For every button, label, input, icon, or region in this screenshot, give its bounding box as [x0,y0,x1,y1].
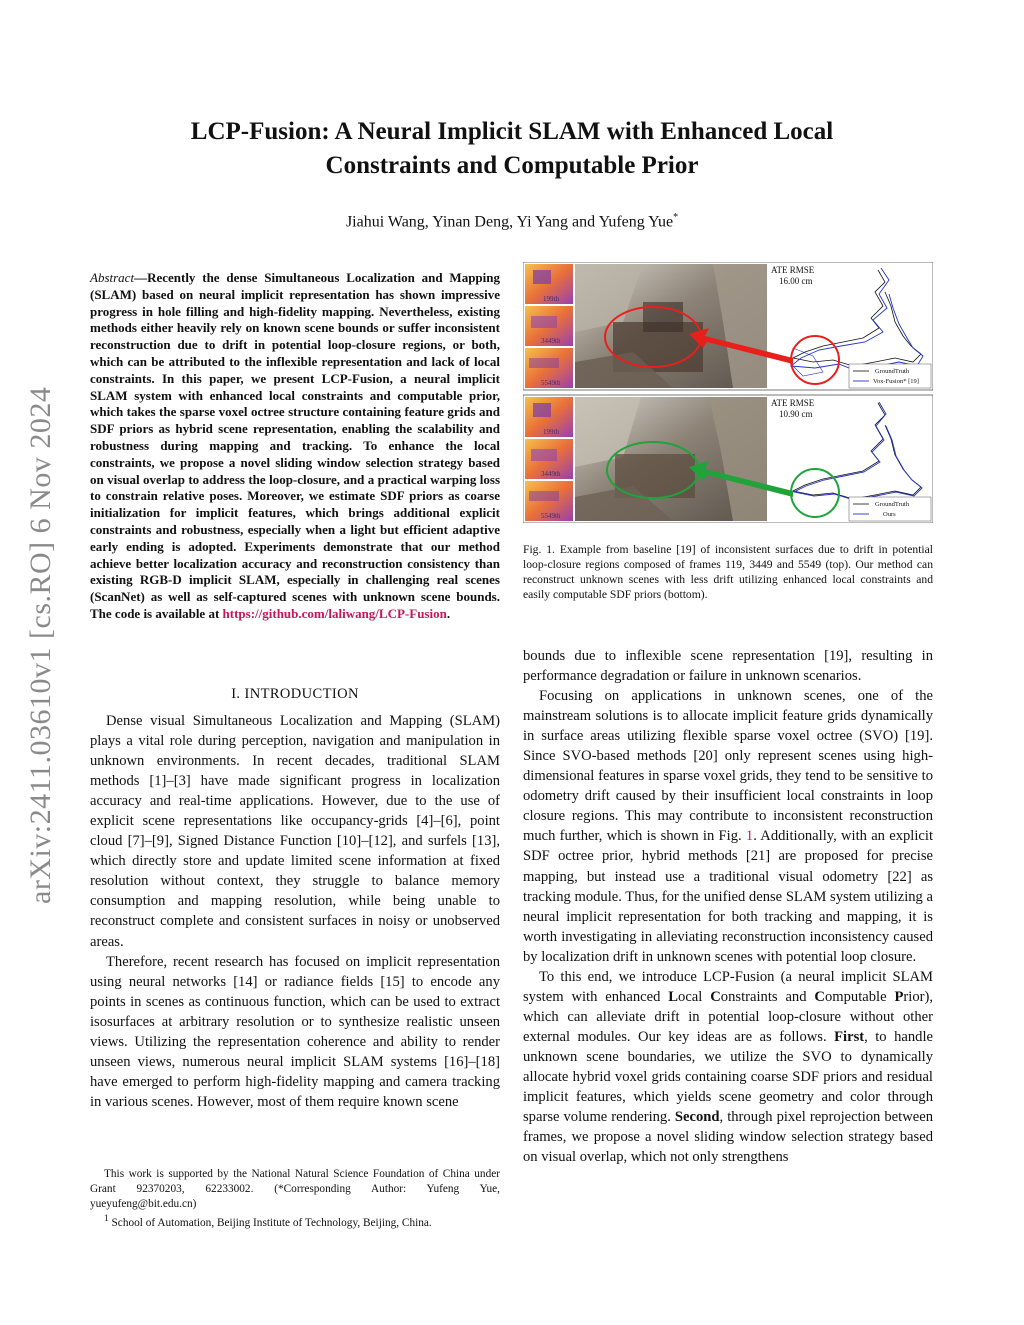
code-link[interactable]: https://github.com/laliwang/LCP-Fusion [222,605,447,621]
figure-1 [523,262,933,523]
section-heading-introduction: I. INTRODUCTION [231,686,359,702]
title-line-2: Constraints and Computable Prior [325,152,699,179]
bottom-frame-label-2: 3449th [541,470,561,478]
abstract-paragraph [90,270,500,623]
top-panel [523,262,933,390]
bottom-frame-label-1: 199th [543,428,559,436]
caption-paragraph [523,542,933,602]
right-p3-a: To this end, we introduce LCP-Fusion (a neural implicit SLAM system with enhanced [523,968,933,1005]
affiliation-text: School of Automation, Beijing Institute of Technology, Beijing, China. [108,1216,432,1229]
caption-prefix: Fig. 1. Example from baseline [523,543,677,556]
acronym-P: P [894,988,904,1005]
bottom-depth-thumbnails [525,397,573,521]
footnote [90,1167,500,1231]
left-column-body [90,711,500,1112]
right-p2-start: Focusing on applications in unknown scenes, one of the mainstream solutions is to allocate implicit feature grids dynamically in surface areas utilizing flexible sparse voxel octree (SVO) [19]. Since SVO-based methods [20] only represent scenes using high-dimensional features in sparse voxel grids, they tend to be sensitive to odometry drift caused by their insufficient local constraints in loop closure regions. This may contribute to inconsistent reconstruction much further, which is shown in Fig. [523,688,933,845]
right-p3-g: , through pixel reprojection between frames, we propose a novel sliding window selection strategy based on visual overlap, which not only strengthens [523,1109,933,1166]
top-frame-label-2: 3449th [541,337,561,345]
arxiv-identifier: arXiv:2411.03610v1 [cs.RO] 6 Nov 2024 [24,386,57,904]
top-legend-baseline: Vox-Fusion* [19] [873,378,919,385]
right-p3-f: , to handle unknown scene boundaries, we utilize the SVO to dynamically allocate hybrid voxel grids containing coarse SDF priors and residual implicit features, which yields scene geometry and color through sparse volume rendering. [523,1028,933,1126]
top-metric-label: ATE RMSE [771,265,815,275]
acronym-L: L [668,988,679,1005]
top-frame-label-3: 5549th [541,379,561,387]
right-p3-b: ocal [678,988,711,1005]
bottom-panel [523,395,933,523]
corresponding-mark: * [673,212,679,223]
author-list [100,212,924,231]
abstract-end: . [446,605,451,621]
keyword-first: First [834,1028,865,1045]
paper-title [100,115,924,183]
top-frame-label-1: 199th [543,295,559,303]
figure-1-caption [523,542,933,602]
figure-1-graphic [523,262,933,523]
abstract-label: Abstract [90,270,135,285]
bottom-frame-label-3: 5549th [541,512,561,520]
right-paragraph-2 [523,686,933,967]
abstract [90,270,500,623]
right-p3-c: onstraints and [720,988,815,1005]
abstract-dash: — [134,270,148,285]
figure-1-link[interactable]: 1 [745,828,754,845]
right-p3-e: rior), which can alleviate drift in potential loop-closure without other external modules. Our key ideas are as follows. [523,988,933,1045]
abstract-text: Recently the dense Simultaneous Localization and Mapping (SLAM) based on neural implicit representation has shown impressive progress in hole filling and high-fidelity mapping. Nevertheless, existing methods either heavily rely on known scene bounds or suffer inconsistent reconstruction due to drift in potential loop-closure regions, or both, which can be attributed to the inflexible representation and lack of local constraints. In this paper, we present LCP-Fusion, a neural implicit SLAM system with enhanced local constraints and computable prior, which takes the sparse voxel octree structure containing feature grids and SDF priors as hybrid scene representation, enabling the scalability and robustness during mapping and tracking. To enhance the local constraints, we propose a novel sliding window selection strategy based on visual overlap to address the loop-closure, and a practical warping loss to constrain relative poses. Moreover, we estimate SDF priors as coarse initialization for implicit features, which brings additional explicit constraints and robustness, especially when a light but efficient adaptive early ending is adopted. Experiments demonstrate that our method achieve better localization accuracy and reconstruction consistency than existing RGB-D implicit SLAM, especially in challenging real scenes (ScanNet) as well as self-captured scenes with unknown scene bounds. The code is available at [90,270,500,621]
bottom-legend-ours: Ours [883,511,896,518]
funding-footnote: This work is supported by the National Natural Science Foundation of China under Grant 92370203, 62233002. (*Corresponding Author: Yufeng Yue, yueyufeng@bit.edu.cn) [90,1168,500,1210]
authors-text: Jiahui Wang, Yinan Deng, Yi Yang and Yufeng Yue [345,213,674,231]
affiliation-footnote [90,1212,500,1231]
intro-paragraph-1: Dense visual Simultaneous Localization and Mapping (SLAM) plays a vital role during perception, navigation and manipulation in unknown environments. In recent decades, traditional SLAM methods [1]–[3] have made significant progress in localization accuracy and real-time applications. However, due to the use of explicit scene representations like occupancy-grids [4]–[6], point cloud [7]–[9], Signed Distance Function [10]–[12], and surfels [13], which directly store and update limited scene information at fixed resolution without context, they struggle to balance memory consumption and mapping resolution, while being unable to reconstruct complete and consistent surfaces in noisy or unobserved areas. [90,713,500,950]
right-column-body [523,646,933,1167]
bottom-reconstruction-render [575,397,767,521]
bottom-metric-value: 10.90 cm [779,409,813,419]
bottom-legend-groundtruth: GroundTruth [875,501,910,508]
right-p3-d: omputable [824,988,895,1005]
affiliation-mark: 1 [104,1214,109,1224]
right-paragraph-3 [523,967,933,1167]
bottom-metric-label: ATE RMSE [771,398,815,408]
top-depth-thumbnails [525,264,573,388]
right-paragraph-1: bounds due to inflexible scene representation [19], resulting in performance degradation or failure in unknown scenarios. [523,648,933,685]
intro-paragraph-2: Therefore, recent research has focused on implicit representation using neural networks [14] or radiance fields [15] to encode any points in scenes as continuous function, which can be used to extract isosurfaces at arbitrary resolution or to synthesize realistic unseen views. Utilizing the representation coherence and ability to render unseen views, numerous neural implicit SLAM systems [16]–[18] have emerged to perform high-fidelity mapping and camera tracking in various scenes. However, most of them require known scene [90,953,500,1110]
caption-text: of inconsistent surfaces due to drift in potential loop-closure regions composed of frames 119, 3449 and 5549 (top). Our method can reconstruct unknown scenes with less drift utilizing enhanced local constraints and easily computable SDF priors (bottom). [523,543,934,601]
top-legend-groundtruth: GroundTruth [875,368,910,375]
top-metric-value: 16.00 cm [779,276,813,286]
top-reconstruction-render [575,264,767,388]
acronym-C2: C [814,988,825,1005]
acronym-C1: C [710,988,721,1005]
caption-ref: [19] [676,543,696,556]
keyword-second: Second [674,1109,720,1126]
title-line-1: LCP-Fusion: A Neural Implicit SLAM with Enhanced Local [190,118,834,145]
right-p2-end: . Additionally, with an explicit SDF octree prior, hybrid methods [21] are proposed for precise mapping, but instead use a traditional visual odometry [22] as tracking module. Thus, for the unified dense SLAM system utilizing a neural implicit representation for both tracking and mapping, it is worth investigating in alleviating reconstruction inconsistency caused by localization drift in unknown scenes with potential loop closure. [523,828,933,965]
